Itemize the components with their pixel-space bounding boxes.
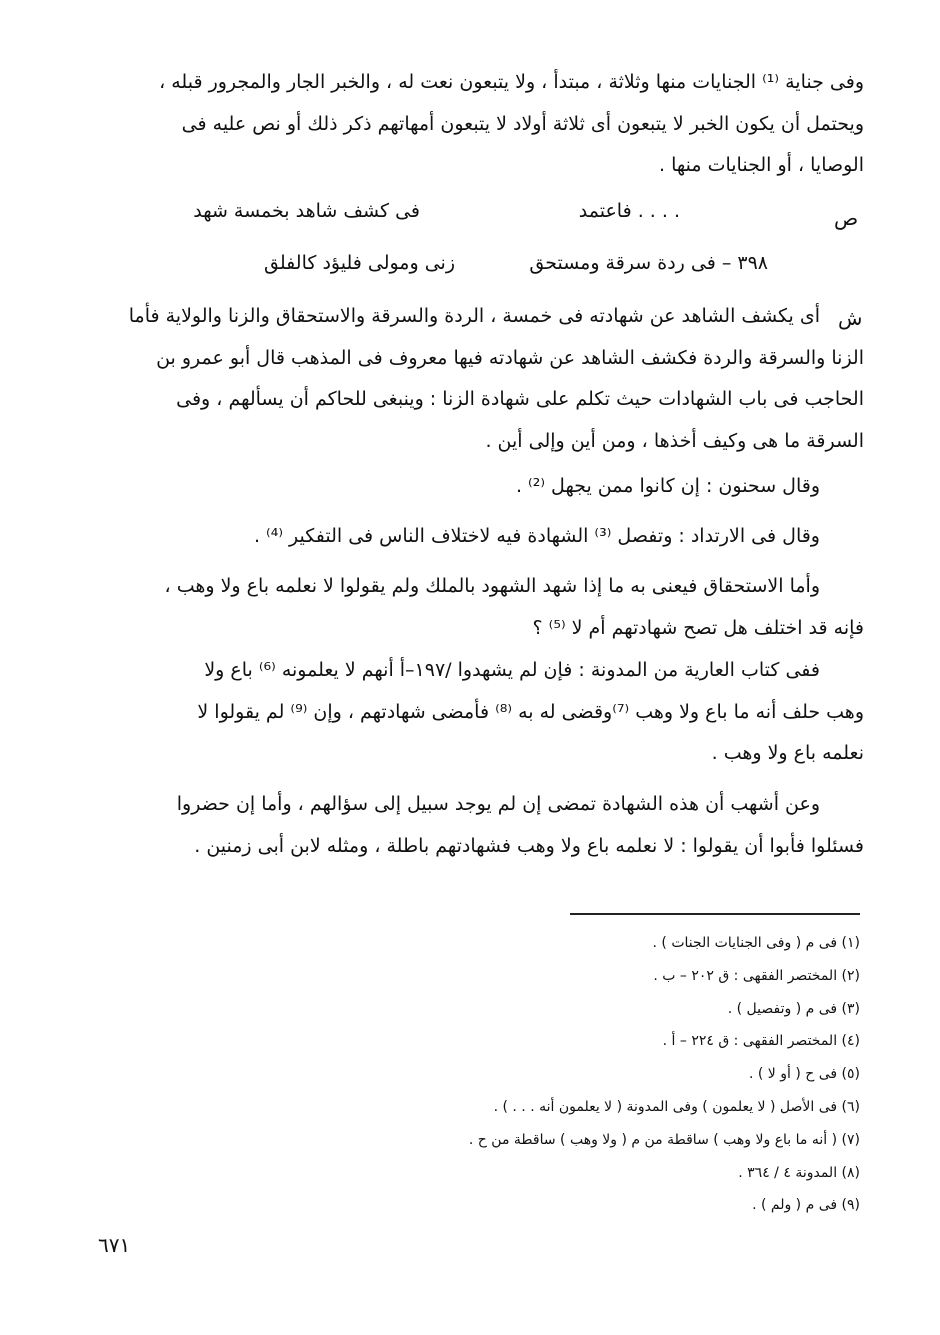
text-line: السرقة ما هى وكيف أخذها ، ومن أين وإلى أين . — [485, 429, 864, 452]
text-line: نعلمه باع ولا وهب . — [711, 742, 864, 764]
text-line: وفى جناية ⁽¹⁾ الجنايات منها وثلاثة ، مبتدأ ، ولا يتبعون نعت له ، والخبر الجار والمجرور قبله ، — [159, 71, 864, 93]
commentary-paragraph-5 — [76, 650, 864, 775]
text-line: فإنه قد اختلف هل تصح شهادتهم أم لا ⁽⁵⁾ ؟ — [532, 616, 864, 639]
text-line: وقال فى الارتداد : وتفصل ⁽³⁾ الشهادة فيه لاختلاف الناس فى التفكير ⁽⁴⁾ . — [253, 525, 820, 547]
commentary-paragraph-3 — [76, 516, 864, 558]
footnote: (٣) فى م ( وتفصيل ) . — [727, 1000, 860, 1017]
footnote: (٤) المختصر الفقهى : ق ٢٢٤ – أ . — [662, 1033, 860, 1050]
footnote: (٢) المختصر الفقهى : ق ٢٠٢ – ب . — [653, 967, 860, 984]
verse-first-hemistich-b: . . . . فاعتمد — [578, 200, 680, 222]
text-line: فسئلوا فأبوا أن يقولوا : لا نعلمه باع ولا وهب فشهادتهم باطلة ، ومثله لابن أبى زمنين . — [194, 834, 864, 857]
commentary-paragraph-4 — [76, 566, 864, 649]
footnote: (٩) فى م ( ولم ) . — [752, 1197, 860, 1214]
text-line: ففى كتاب العارية من المدونة : فإن لم يشهدوا /١٩٧–أ أنهم لا يعلمونه ⁽⁶⁾ باع ولا — [204, 659, 820, 681]
footnote: (١) فى م ( وفى الجنايات الجنات ) . — [652, 935, 860, 951]
text-line: ويحتمل أن يكون الخبر لا يتبعون أى ثلاثة أولاد لا يتبعون أمهاتهم ذكر ذلك أو نص عليه فى — [181, 112, 864, 135]
footnotes — [300, 927, 860, 1222]
text-line: وهب حلف أنه ما باع ولا وهب ⁽⁷⁾وقضى له به ⁽⁸⁾ فأمضى شهادتهم ، وإن ⁽⁹⁾ لم يقولوا لا — [197, 700, 864, 723]
text-line: الحاجب فى باب الشهادات حيث تكلم على شهادة الزنا : وينبغى للحاكم أن يسألهم ، وفى — [176, 388, 864, 410]
opening-paragraph — [76, 62, 864, 187]
footnote: (٦) فى الأصل ( لا يعلمون ) وفى المدونة ( لا يعلمون أنه . . . ) . — [493, 1098, 860, 1115]
commentary-paragraph-1 — [76, 296, 864, 462]
verse-first-hemistich-a: فى كشف شاهد بخمسة شهد — [193, 200, 420, 222]
verse-marker: ص — [834, 206, 859, 230]
commentary-paragraph-6 — [76, 784, 864, 867]
footnote: (٥) فى ح ( أو لا ) . — [748, 1066, 860, 1083]
text-line: وقال سحنون : إن كانوا ممن يجهل ⁽²⁾ . — [515, 475, 820, 497]
verse-second-hemistich-a: ٣٩٨ – فى ردة سرقة ومستحق — [529, 252, 768, 274]
text-line: وأما الاستحقاق فيعنى به ما إذا شهد الشهود بالملك ولم يقولوا لا نعلمه باع ولا وهب ، — [164, 575, 820, 597]
footnote-separator — [570, 913, 860, 915]
commentary-paragraph-2 — [76, 466, 864, 508]
page-number: ٦٧١ — [98, 1233, 131, 1257]
footnote: (٧) ( أنه ما باع ولا وهب ) ساقطة من م ( ولا وهب ) ساقطة من ح . — [468, 1131, 860, 1148]
commentary-marker: ش — [838, 306, 863, 330]
footnote: (٨) المدونة ٤ / ٣٦٤ . — [738, 1164, 860, 1181]
text-line: أى يكشف الشاهد عن شهادته فى خمسة ، الردة والسرقة والاستحقاق والزنا والولاية فأما — [128, 305, 820, 327]
verse-second-hemistich-b: زنى ومولى فليؤد كالفلق — [264, 252, 455, 274]
text-line: وعن أشهب أن هذه الشهادة تمضى إن لم يوجد سبيل إلى سؤالهم ، وأما إن حضروا — [176, 793, 820, 815]
text-line: الزنا والسرقة والردة فكشف الشاهد عن شهادته فيها معروف فى المذهب قال أبو عمرو بن — [156, 346, 864, 369]
text-line: الوصايا ، أو الجنايات منها . — [659, 154, 864, 176]
